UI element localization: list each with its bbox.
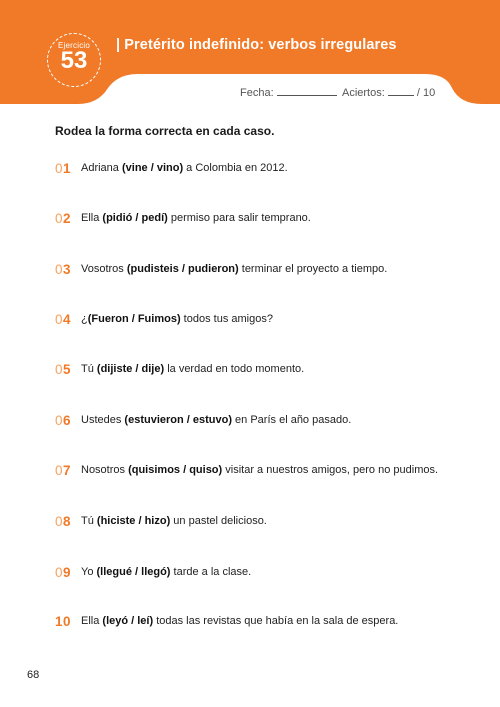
item-number: 10 [55, 613, 72, 629]
exercise-item [55, 412, 351, 428]
page-title: | Pretérito indefinido: verbos irregulares [116, 37, 397, 53]
answer-options[interactable]: (vine / vino) [121, 162, 184, 174]
exercise-item [55, 513, 267, 529]
date-field [240, 85, 337, 99]
exercise-item [55, 564, 251, 580]
item-number: 08 [55, 513, 72, 529]
item-sentence: Nosotros (quisimos / quiso) visitar a nuestros amigos, pero no pudimos. [81, 464, 439, 476]
item-number: 02 [55, 210, 72, 226]
score-label: Aciertos: [342, 87, 385, 99]
exercise-item [55, 613, 398, 629]
instruction: Rodea la forma correcta en cada caso. [55, 124, 275, 138]
answer-options[interactable]: (estuvieron / estuvo) [124, 414, 232, 426]
score-blank[interactable] [388, 85, 414, 96]
item-number: 07 [55, 462, 72, 478]
exercise-label: Ejercicio [57, 41, 91, 50]
date-label: Fecha: [240, 87, 274, 99]
page-number: 68 [27, 669, 40, 681]
exercise-item [55, 160, 288, 176]
exercise-number: 53 [60, 47, 88, 74]
answer-options[interactable]: (hiciste / hizo) [96, 515, 171, 527]
answer-options[interactable]: (quisimos / quiso) [128, 464, 223, 476]
answer-options[interactable]: (pudisteis / pudieron) [126, 263, 239, 275]
item-sentence: Ella (leyó / leí) todas las revistas que había en la sala de espera. [81, 615, 399, 627]
item-number: 04 [55, 311, 72, 327]
exercise-item [55, 311, 273, 327]
score-field [342, 85, 435, 99]
score-total: / 10 [416, 87, 436, 99]
item-sentence: Ella (pidió / pedí) permiso para salir temprano. [81, 212, 311, 224]
item-sentence: Tú (dijiste / dije) la verdad en todo momento. [81, 363, 305, 375]
item-number: 03 [55, 261, 72, 277]
answer-options[interactable]: (leyó / leí) [102, 615, 154, 627]
exercise-item [55, 462, 438, 478]
item-sentence: Yo (llegué / llegó) tarde a la clase. [81, 566, 252, 578]
item-sentence: Ustedes (estuvieron / estuvo) en París el año pasado. [81, 414, 352, 426]
item-number: 01 [55, 160, 72, 176]
exercise-item [55, 361, 304, 377]
item-number: 06 [55, 412, 72, 428]
item-sentence: Vosotros (pudisteis / pudieron) terminar el proyecto a tiempo. [81, 263, 388, 275]
answer-options[interactable]: (Fueron / Fuimos) [87, 313, 181, 325]
item-sentence: Adriana (vine / vino) a Colombia en 2012. [81, 162, 288, 174]
item-sentence: Tú (hiciste / hizo) un pastel delicioso. [81, 515, 267, 527]
date-blank[interactable] [277, 85, 337, 96]
exercise-item [55, 261, 387, 277]
exercise-badge [47, 33, 101, 87]
exercise-item [55, 210, 311, 226]
answer-options[interactable]: (dijiste / dije) [96, 363, 165, 375]
item-sentence: ¿(Fueron / Fuimos) todos tus amigos? [81, 313, 273, 325]
item-number: 09 [55, 564, 72, 580]
item-number: 05 [55, 361, 72, 377]
answer-options[interactable]: (pidió / pedí) [102, 212, 168, 224]
answer-options[interactable]: (llegué / llegó) [96, 566, 171, 578]
